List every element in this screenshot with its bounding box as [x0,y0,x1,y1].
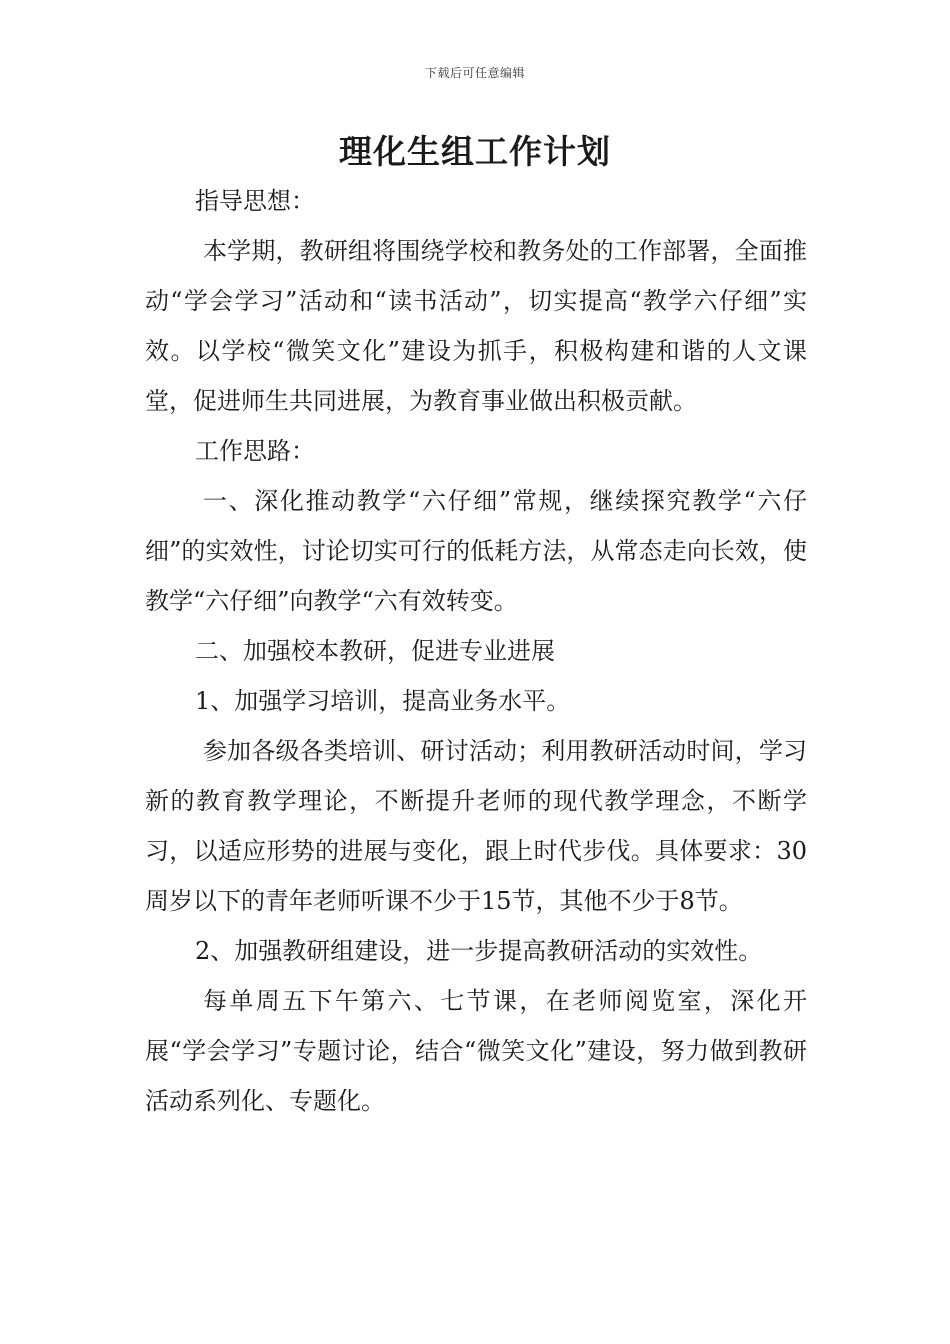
document-body [145,176,807,1126]
section-heading-item-two: 二、加强校本教研，促进专业进展 [195,637,555,665]
subsection-heading: 2、加强教研组建设，进一步提高教研活动的实效性。 [195,937,763,965]
body-paragraph: 本学期，教研组将围绕学校和教务处的工作部署，全面推动“学会学习”活动和“读书活动”，切实提高“教学六仔细”实效。以学校“微笑文化”建设为抓手，积极构建和谐的人文课堂，促进师生共同进展，为教育事业做出积极贡献。 [145,237,807,415]
body-paragraph: 参加各级各类培训、研讨活动；利用教研活动时间，学习新的教育教学理论，不断提升老师的现代教学理念，不断学习，以适应形势的进展与变化，跟上时代步伐。具体要求：30周岁以下的青年老师听课不少于15节，其他不少于8节。 [145,737,807,915]
body-paragraph: 每单周五下午第六、七节课，在老师阅览室，深化开展“学会学习”专题讨论，结合“微笑文化”建设，努力做到教研活动系列化、专题化。 [145,987,807,1115]
section-heading-work-approach: 工作思路： [195,437,315,465]
subsection-heading: 1、加强学习培训，提高业务水平。 [195,687,571,715]
body-paragraph: 一、深化推动教学“六仔细”常规，继续探究教学“六仔细”的实效性，讨论切实可行的低耗方法，从常态走向长效，使教学“六仔细”向教学“六有效转变。 [145,487,807,615]
section-heading-guiding-thought: 指导思想： [195,187,315,215]
document-title: 理化生组工作计划 [339,132,611,171]
header-note: 下载后可任意编辑 [424,66,525,80]
